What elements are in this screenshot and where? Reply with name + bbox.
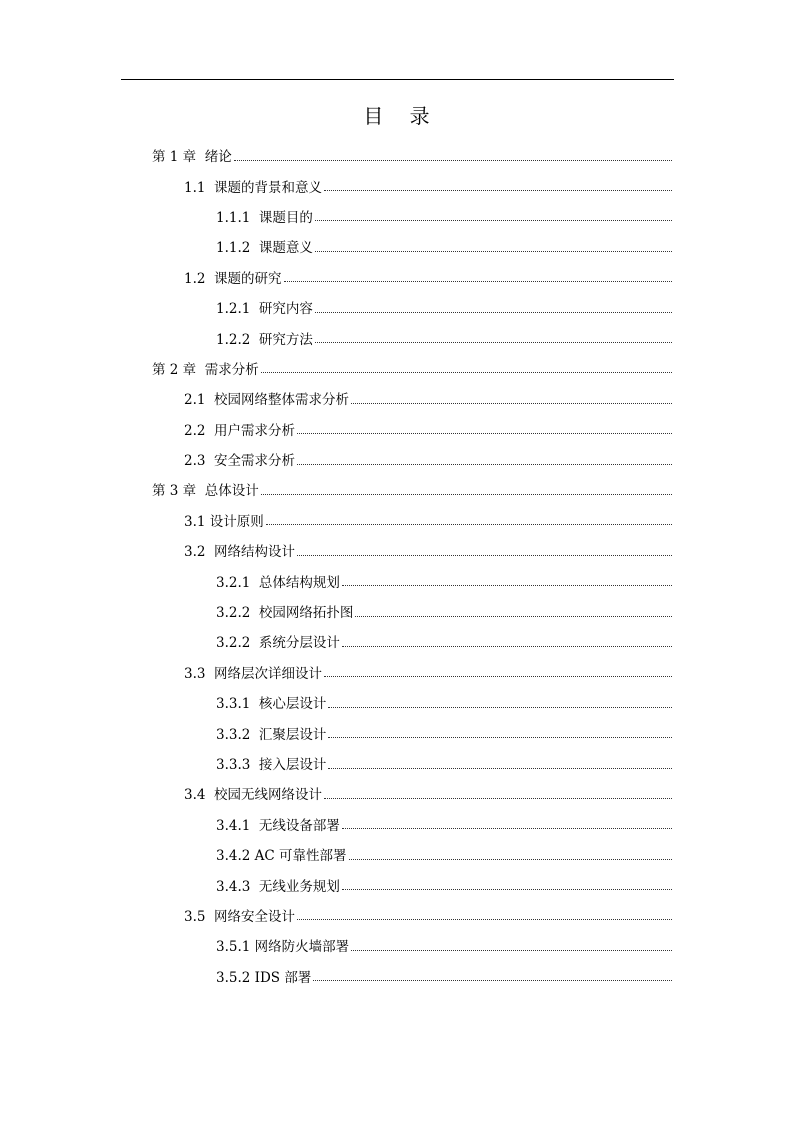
toc-entry-label: 3.4.1 无线设备部署 xyxy=(216,817,340,834)
toc-entry-label: 第 3 章 总体设计 xyxy=(152,483,259,500)
toc-dot-leader xyxy=(342,585,672,586)
toc-entry-label: 3.1 设计原则 xyxy=(184,513,264,530)
toc-dot-leader xyxy=(342,889,672,890)
toc-entry-label: 3.3.1 核心层设计 xyxy=(216,696,327,713)
toc-entry-label: 3.2 网络结构设计 xyxy=(184,544,296,561)
toc-entry[interactable] xyxy=(152,565,672,595)
toc-entry-label: 1.2.2 研究方法 xyxy=(216,331,313,348)
toc-entry[interactable] xyxy=(152,778,672,808)
toc-entry[interactable] xyxy=(152,474,672,504)
toc-dot-leader xyxy=(324,798,672,799)
toc-entry-label: 1.1.1 课题目的 xyxy=(216,209,313,226)
toc-entry-label: 1.1 课题的背景和意义 xyxy=(184,179,323,196)
toc-dot-leader xyxy=(324,190,672,191)
toc-entry[interactable] xyxy=(152,353,672,383)
toc-dot-leader xyxy=(315,312,672,313)
toc-entry-label: 3.5.1 网络防火墙部署 xyxy=(216,939,350,956)
toc-dot-leader xyxy=(261,372,672,373)
toc-entry-label: 2.1 校园网络整体需求分析 xyxy=(184,392,350,409)
toc-entry-label: 1.2.1 研究内容 xyxy=(216,301,313,318)
toc-entry-label: 第 1 章 绪论 xyxy=(152,149,232,166)
toc-dot-leader xyxy=(297,464,672,465)
toc-dot-leader xyxy=(355,616,672,617)
toc-dot-leader xyxy=(315,220,672,221)
toc-entry[interactable] xyxy=(152,809,672,839)
toc-entry[interactable] xyxy=(152,869,672,899)
toc-dot-leader xyxy=(328,768,672,769)
toc-entry-label: 2.2 用户需求分析 xyxy=(184,422,296,439)
toc-entry[interactable] xyxy=(152,292,672,322)
toc-entry-label: 第 2 章 需求分析 xyxy=(152,361,259,378)
toc-entry[interactable] xyxy=(152,748,672,778)
toc-entry-label: 3.2.1 总体结构规划 xyxy=(216,574,340,591)
toc-dot-leader xyxy=(315,251,672,252)
toc-entry[interactable] xyxy=(152,383,672,413)
toc-dot-leader xyxy=(297,555,672,556)
toc-entry[interactable] xyxy=(152,961,672,991)
toc-dot-leader xyxy=(297,433,672,434)
toc-entry[interactable] xyxy=(152,535,672,565)
toc-dot-leader xyxy=(328,737,672,738)
toc-entry[interactable] xyxy=(152,717,672,747)
toc-entry-label: 3.2.2 校园网络拓扑图 xyxy=(216,605,354,622)
toc-entry[interactable] xyxy=(152,930,672,960)
toc-dot-leader xyxy=(342,828,672,829)
toc-entry-label: 3.2.2 系统分层设计 xyxy=(216,635,340,652)
toc-entry[interactable] xyxy=(152,322,672,352)
toc-entry-label: 3.5.2 IDS 部署 xyxy=(216,969,312,986)
table-of-contents xyxy=(152,140,672,991)
toc-dot-leader xyxy=(284,281,672,282)
toc-dot-leader xyxy=(266,524,672,525)
toc-entry-label: 3.3.3 接入层设计 xyxy=(216,757,327,773)
toc-entry[interactable] xyxy=(152,140,672,170)
page-title: 目 录 xyxy=(363,104,440,128)
toc-entry[interactable] xyxy=(152,201,672,231)
toc-dot-leader xyxy=(315,342,672,343)
toc-entry-label: 3.4 校园无线网络设计 xyxy=(184,787,323,804)
toc-entry[interactable] xyxy=(152,444,672,474)
toc-dot-leader xyxy=(342,646,672,647)
toc-entry[interactable] xyxy=(152,262,672,292)
toc-dot-leader xyxy=(351,403,672,404)
toc-dot-leader xyxy=(234,160,672,161)
toc-dot-leader xyxy=(261,494,672,495)
toc-entry-label: 3.3.2 汇聚层设计 xyxy=(216,726,327,743)
toc-entry[interactable] xyxy=(152,505,672,535)
toc-entry-label: 3.5 网络安全设计 xyxy=(184,908,296,925)
toc-entry[interactable] xyxy=(152,900,672,930)
toc-entry[interactable] xyxy=(152,626,672,656)
toc-entry[interactable] xyxy=(152,596,672,626)
toc-entry[interactable] xyxy=(152,170,672,200)
toc-entry-label: 1.2 课题的研究 xyxy=(184,270,282,287)
toc-entry-label: 3.3 网络层次详细设计 xyxy=(184,665,323,682)
toc-entry[interactable] xyxy=(152,657,672,687)
toc-entry[interactable] xyxy=(152,231,672,261)
toc-dot-leader xyxy=(313,980,672,981)
toc-dot-leader xyxy=(324,676,672,677)
toc-entry[interactable] xyxy=(152,687,672,717)
toc-entry-label: 2.3 安全需求分析 xyxy=(184,453,296,470)
toc-entry[interactable] xyxy=(152,414,672,444)
toc-dot-leader xyxy=(297,919,672,920)
toc-dot-leader xyxy=(328,707,672,708)
header-rule xyxy=(121,79,674,80)
toc-entry-label: 1.1.2 课题意义 xyxy=(216,240,313,257)
toc-dot-leader xyxy=(351,950,672,951)
toc-entry[interactable] xyxy=(152,839,672,869)
toc-entry-label: 3.4.2 AC 可靠性部署 xyxy=(216,848,347,865)
toc-dot-leader xyxy=(349,859,672,860)
toc-entry-label: 3.4.3 无线业务规划 xyxy=(216,878,340,895)
